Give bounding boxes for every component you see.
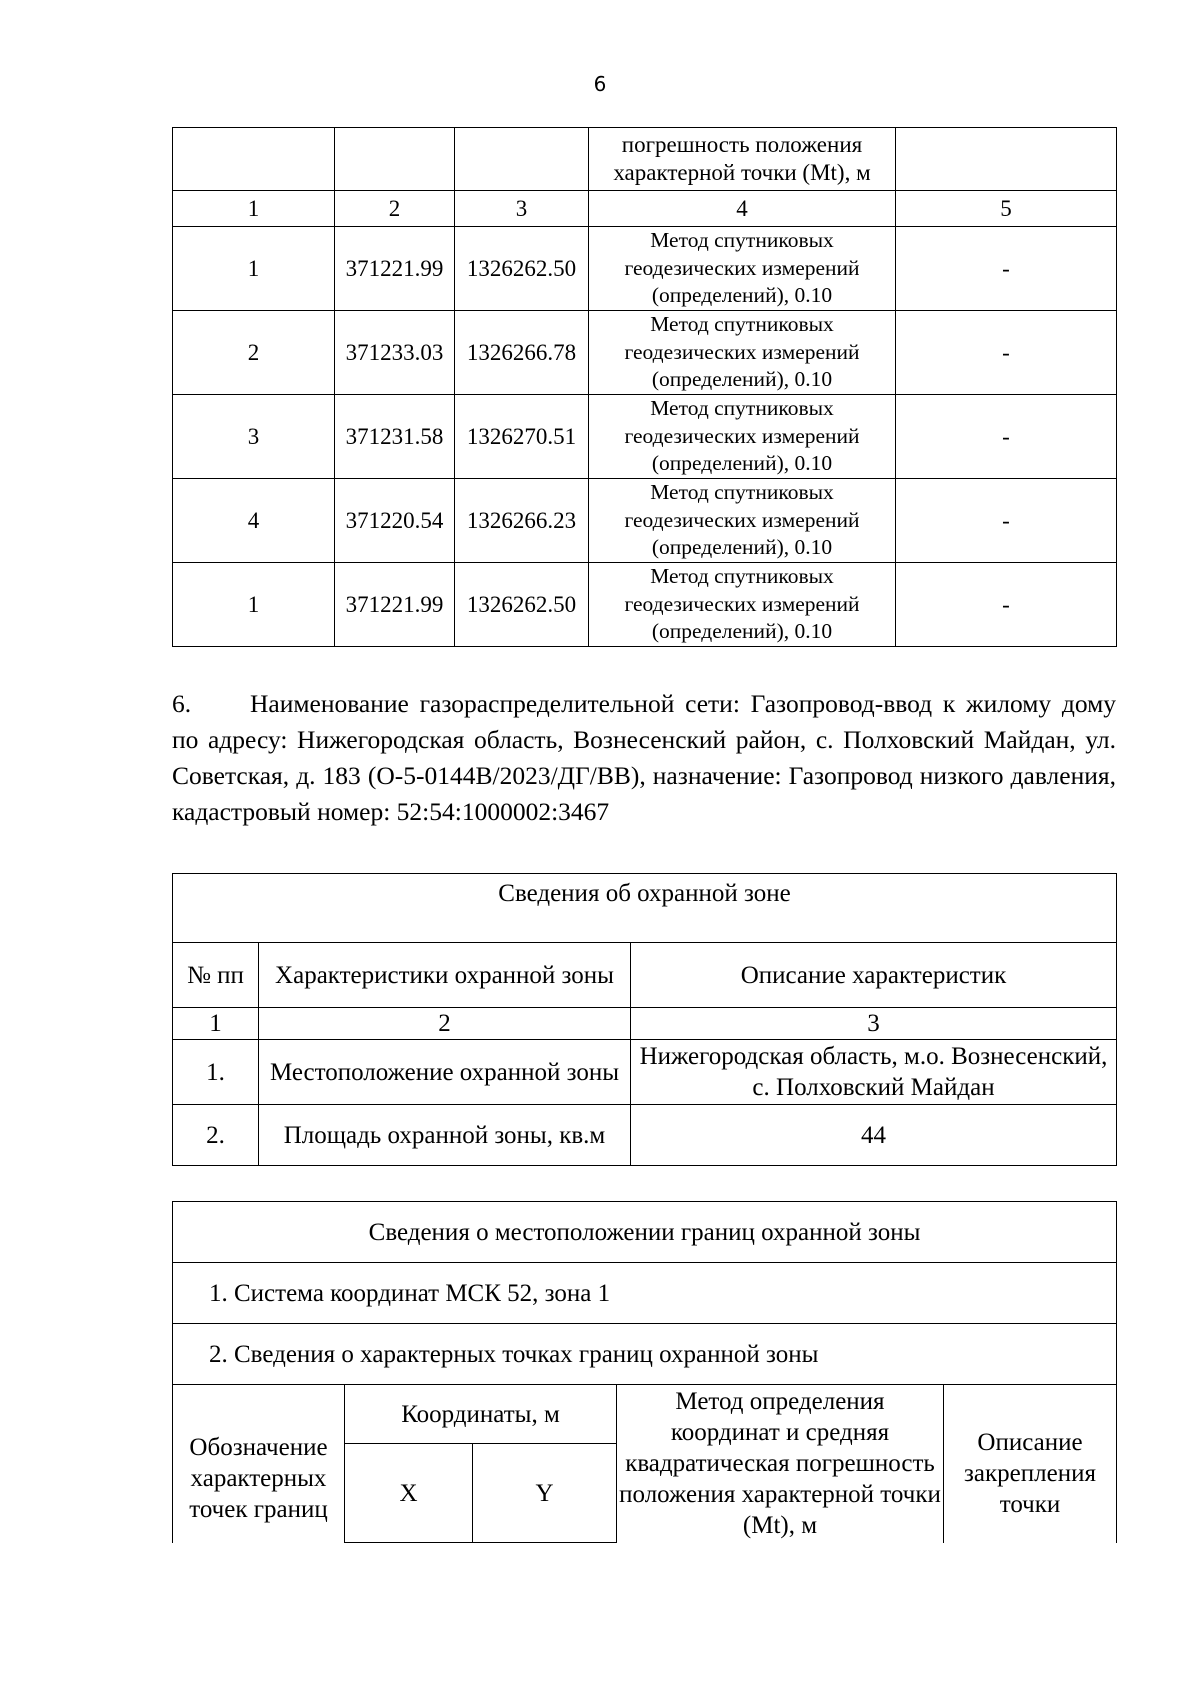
method-cell: Метод спутниковых геодезических измерений (определений), 0.10	[589, 311, 896, 395]
boundary-location-table	[172, 1201, 1117, 1543]
header-cell	[173, 128, 335, 191]
characteristic-cell: Площадь охранной зоны, кв.м	[259, 1105, 631, 1166]
fixing-cell: -	[896, 227, 1117, 311]
y-cell: 1326262.50	[455, 227, 589, 311]
boundary-points-table-continued	[172, 127, 1117, 647]
fixing-cell: -	[896, 311, 1117, 395]
point-cell: 4	[173, 479, 335, 563]
point-cell: 3	[173, 395, 335, 479]
table-title: Сведения об охранной зоне	[173, 874, 1117, 943]
y-header: Y	[473, 1444, 617, 1543]
table-row	[173, 1040, 1117, 1105]
points-heading: 2. Сведения о характерных точках границ охранной зоны	[173, 1324, 1117, 1385]
fixing-cell: -	[896, 563, 1117, 647]
description-cell: 44	[631, 1105, 1117, 1166]
y-cell: 1326270.51	[455, 395, 589, 479]
point-cell: 2	[173, 311, 335, 395]
designation-header: Обозначение характерных точек границ	[173, 1385, 345, 1543]
method-header-cell: погрешность положения характерной точки (Mt), м	[589, 128, 896, 191]
method-cell: Метод спутниковых геодезических измерений (определений), 0.10	[589, 227, 896, 311]
table-row	[173, 1105, 1117, 1166]
header-cell: № пп	[173, 943, 259, 1008]
method-cell: Метод спутниковых геодезических измерений (определений), 0.10	[589, 479, 896, 563]
header-cell	[335, 128, 455, 191]
table-header-row	[173, 943, 1117, 1008]
x-cell: 371231.58	[335, 395, 455, 479]
table-header-row	[173, 1385, 1117, 1444]
section-number: 6.	[172, 689, 192, 718]
y-cell: 1326266.23	[455, 479, 589, 563]
y-cell: 1326262.50	[455, 563, 589, 647]
x-header: X	[345, 1444, 473, 1543]
coordinates-header: Координаты, м	[345, 1385, 617, 1444]
x-cell: 371220.54	[335, 479, 455, 563]
table-header-row	[173, 128, 1117, 191]
header-cell: Описание характеристик	[631, 943, 1117, 1008]
method-cell: Метод спутниковых геодезических измерений (определений), 0.10	[589, 395, 896, 479]
row-number: 1.	[173, 1040, 259, 1105]
characteristic-cell: Местоположение охранной зоны	[259, 1040, 631, 1105]
method-header: Метод определения координат и средняя квадратическая погрешность положения характерной точки (Mt), м	[617, 1385, 944, 1543]
header-cell	[455, 128, 589, 191]
point-cell: 1	[173, 227, 335, 311]
x-cell: 371221.99	[335, 227, 455, 311]
table-row	[173, 479, 1117, 563]
table-row	[173, 227, 1117, 311]
protection-zone-table	[172, 873, 1117, 1166]
fixing-cell: -	[896, 479, 1117, 563]
x-cell: 371233.03	[335, 311, 455, 395]
point-cell: 1	[173, 563, 335, 647]
method-cell: Метод спутниковых геодезических измерений (определений), 0.10	[589, 563, 896, 647]
header-cell: Характеристики охранной зоны	[259, 943, 631, 1008]
page-number: 6	[593, 72, 607, 96]
description-cell: Нижегородская область, м.о. Вознесенский, с. Полховский Майдан	[631, 1040, 1117, 1105]
coordinate-system: 1. Система координат МСК 52, зона 1	[173, 1263, 1117, 1324]
column-number-row: 1 2 3	[173, 1008, 1117, 1040]
fixing-header: Описание закрепления точки	[944, 1385, 1117, 1543]
column-number-row: 1 2 3 4 5	[173, 191, 1117, 227]
fixing-cell: -	[896, 395, 1117, 479]
section-paragraph	[172, 686, 1116, 830]
table-title: Сведения о местоположении границ охранной зоны	[173, 1202, 1117, 1263]
table-row	[173, 395, 1117, 479]
table-row	[173, 563, 1117, 647]
header-cell	[896, 128, 1117, 191]
table-row	[173, 311, 1117, 395]
x-cell: 371221.99	[335, 563, 455, 647]
section-text: Наименование газораспределительной сети: Газопровод-ввод к жилому дому по адресу: Нижегородская область, Вознесенский район, с. Полховский Майдан, ул. Советская, д. 183 (О-5-0144В/2023/ДГ/ВВ), назначение: Газопровод низкого давления, кадастровый номер: 52:54:1000002:3467	[172, 689, 1116, 826]
row-number: 2.	[173, 1105, 259, 1166]
y-cell: 1326266.78	[455, 311, 589, 395]
